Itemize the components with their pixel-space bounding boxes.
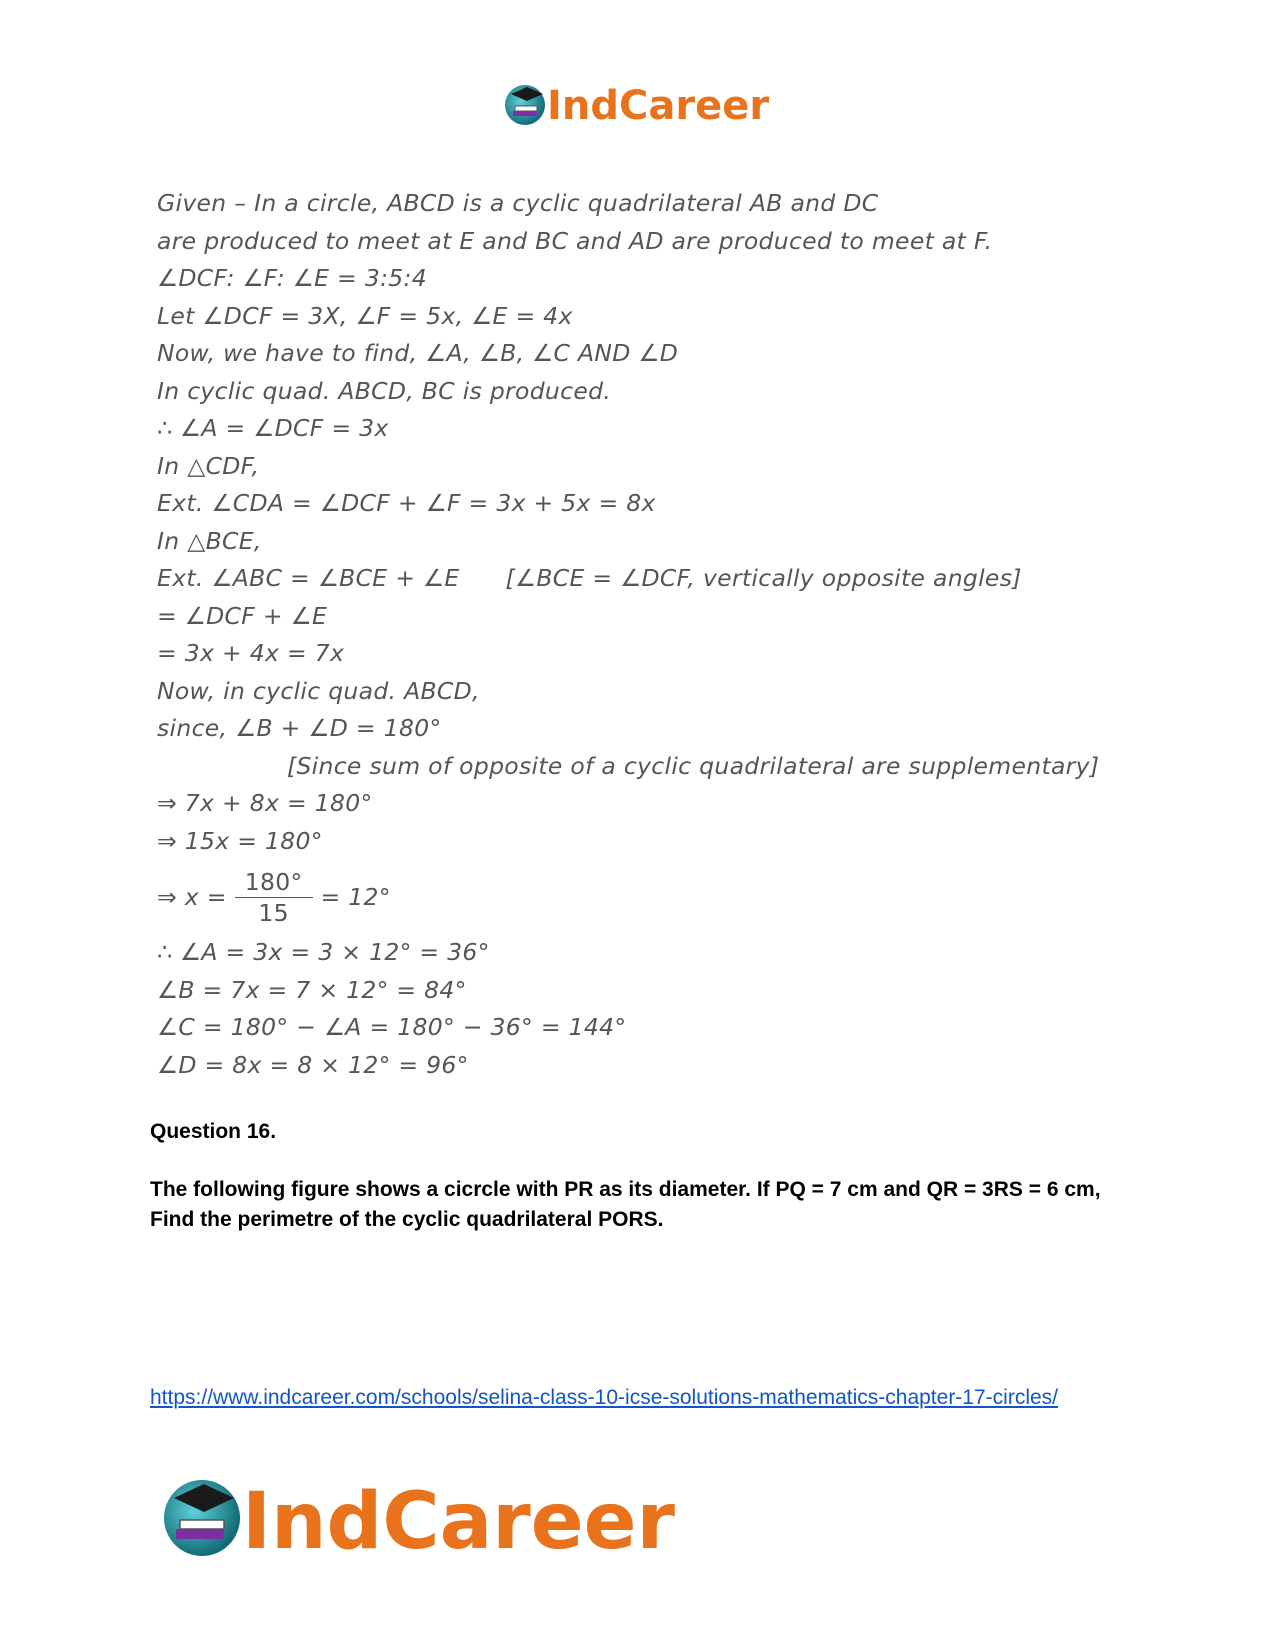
solution-line: ∠D = 8x = 8 × 12° = 96° <box>157 1050 469 1079</box>
solution-block <box>157 185 1137 1084</box>
solution-line: Let ∠DCF = 3X, ∠F = 5x, ∠E = 4x <box>157 301 573 330</box>
solution-line: ⇒ 15x = 180° <box>157 826 323 855</box>
solution-line: ⇒ 7x + 8x = 180° <box>157 789 373 817</box>
question-text: The following figure shows a cicrcle with PR as its diameter. If PQ = 7 cm and QR = 3RS = 6 cm, Find the perimetre of the cyclic quadrilateral PORS. <box>150 1178 1101 1231</box>
solution-line: are produced to meet at E and BC and AD are produced to meet at F. <box>157 226 993 255</box>
source-link[interactable]: https://www.indcareer.com/schools/selina-class-10-icse-solutions-mathematics-chapter-17-circles/ <box>150 1386 1058 1409</box>
solution-line <box>157 748 1137 786</box>
fraction-denominator: 15 <box>258 898 289 927</box>
question-title: Question 16. <box>150 1120 277 1143</box>
solution-line: ∠B = 7x = 7 × 12° = 84° <box>157 975 467 1004</box>
fraction <box>235 867 313 928</box>
ext-abc-note: [∠BCE = ∠DCF, vertically opposite angles] <box>505 564 1022 592</box>
solution-line: since, ∠B + ∠D = 180° <box>157 714 442 742</box>
fraction-equation <box>157 860 1137 934</box>
solution-line: In cyclic quad. ABCD, BC is produced. <box>157 376 612 405</box>
solution-line: ∠C = 180° − ∠A = 180° − 36° = 144° <box>157 1013 627 1041</box>
fraction-prefix: ⇒ x = <box>157 883 227 911</box>
ext-abc-equation: Ext. ∠ABC = ∠BCE + ∠E <box>157 564 460 592</box>
svg-text:IndCareer: IndCareer <box>242 1477 675 1564</box>
indcareer-footer-logo <box>160 1468 700 1564</box>
solution-line: Now, in cyclic quad. ABCD, <box>157 676 480 705</box>
solution-line: Given – In a circle, ABCD is a cyclic quadrilateral AB and DC <box>157 189 879 217</box>
solution-line: In △CDF, <box>157 451 260 480</box>
solution-line: Ext. ∠CDA = ∠DCF + ∠F = 3x + 5x = 8x <box>157 489 656 517</box>
solution-line: Now, we have to find, ∠A, ∠B, ∠C AND ∠D <box>157 339 679 367</box>
solution-line: = ∠DCF + ∠E <box>157 601 328 630</box>
solution-line: ∴ ∠A = ∠DCF = 3x <box>157 414 389 442</box>
svg-text:IndCareer: IndCareer <box>547 83 770 129</box>
supplementary-note: [Since sum of opposite of a cyclic quadrilateral are supplementary] <box>287 751 1100 780</box>
solution-line: ∴ ∠A = 3x = 3 × 12° = 36° <box>157 938 490 966</box>
solution-line <box>157 560 1137 598</box>
solution-line: In △BCE, <box>157 526 262 555</box>
graduation-book-icon <box>164 1480 240 1556</box>
graduation-book-icon <box>505 85 545 125</box>
indcareer-logo <box>503 78 793 130</box>
solution-line: = 3x + 4x = 7x <box>157 639 345 667</box>
fraction-suffix: = 12° <box>320 883 391 911</box>
solution-line: ∠DCF: ∠F: ∠E = 3:5:4 <box>157 264 428 292</box>
fraction-numerator: 180° <box>235 867 313 898</box>
